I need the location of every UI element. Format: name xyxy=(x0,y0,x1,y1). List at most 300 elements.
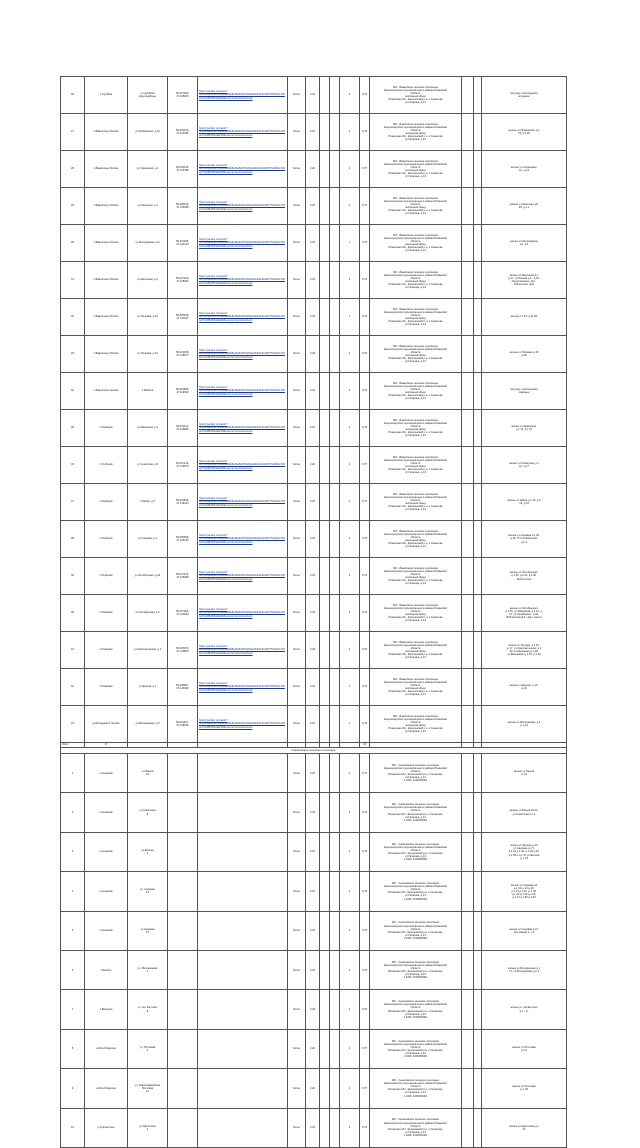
subtotal-label: Итого xyxy=(61,743,85,748)
container-volume-cell: 0,75 xyxy=(360,299,370,336)
settlement-cell: с.Вавилиное Лопово xyxy=(85,299,128,336)
empty-cell xyxy=(320,872,330,911)
empty-cell xyxy=(474,754,482,793)
waste-sources-cell: жилые ул.Садовая д.1 20, д.25, Пгт.Октябрьский, д.1 4 xyxy=(482,521,567,558)
container-count-cell: 2 xyxy=(340,558,360,595)
waste-sources-cell: трегулер, палисадники, садовые xyxy=(482,373,567,410)
owner-org-line: Рязанская обл., Ерешинский р-н, с.Сынагово xyxy=(388,135,443,139)
row-number: 33 xyxy=(61,336,85,373)
owner-org-line: Рязанская обл., Ерешинский р-н, с.Сынагово, xyxy=(388,930,443,934)
settlement-cell: с.Вавилиное Лопово xyxy=(85,225,128,262)
empty-cell xyxy=(474,114,482,151)
surface-material-cell: бетон xyxy=(288,188,306,225)
empty-cell xyxy=(320,950,330,989)
owner-org-line: области xyxy=(410,461,421,465)
map-link[interactable]: https://yandex.ru/maps/?um=constructor%3A9f39d0b8cd8a62f27bbb0ab3b30e4bd4877f0c5b2e7b64e73cc8823fb4a9c69&source=constructorLink xyxy=(198,188,288,225)
map-link[interactable]: https://yandex.ru/maps/?um=constructor%3A9f39d0b8cd8a62f27bbb0ab3b30e4bd4877f0c5b2e7b64e73cc8823fb4a9c69&source=constructorLink xyxy=(198,262,288,299)
waste-sources-cell: жилые ул.Полевая д.15 д.29 xyxy=(482,336,567,373)
owner-org-line: МО - Сынаговское сельское поселение xyxy=(391,1039,440,1043)
owner-org-line: ул.Гагарина, д.13 xyxy=(405,545,426,549)
row-number: 38 xyxy=(61,521,85,558)
owner-org-line: МО - Сынаговское сельское поселение xyxy=(391,921,440,925)
area-cell: 2,20 xyxy=(306,793,320,832)
owner-org-line: области xyxy=(410,239,421,243)
map-link[interactable]: https://yandex.ru/maps/?um=constructor%3A9f39d0b8cd8a62f27bbb0ab3b30e4bd4877f0c5b2e7b64e73cc8823fb4a9c69&source=constructorLink xyxy=(198,521,288,558)
settlement-cell: с.Вавилиное Лопово xyxy=(85,151,128,188)
surface-material-cell: бетон xyxy=(288,114,306,151)
owner-org-line: Ерешинскуского муниципального района Рязанской xyxy=(384,495,447,499)
empty-cell xyxy=(320,706,330,743)
owner-org-line: жилищный фонд xyxy=(405,132,426,135)
surface-material-cell: бетон xyxy=(288,706,306,743)
table-row xyxy=(61,754,567,793)
owner-org-line: жилищный фонд xyxy=(405,502,426,505)
area-cell: 2,20 xyxy=(306,1029,320,1068)
owner-org-line: Рязанская обл., Ерешинский р-н, с.Сынагово xyxy=(388,727,443,731)
owner-org-cell xyxy=(370,484,462,521)
owner-org-line: жилищный фонд xyxy=(405,169,426,172)
empty-cell xyxy=(462,225,474,262)
settlement-cell: с.Вавилиное Лопово xyxy=(85,114,128,151)
area-cell: 2,20 xyxy=(306,872,320,911)
table-row xyxy=(61,225,567,262)
surface-material-cell: бетон xyxy=(288,484,306,521)
surface-material-cell: бетон xyxy=(288,1029,306,1068)
owner-org-line: ул.Гагарина, д.13 xyxy=(405,973,426,977)
empty-cell xyxy=(474,262,482,299)
owner-org-line: области xyxy=(410,848,421,852)
settlement-cell: д.Молодежное Лопово xyxy=(85,706,128,743)
address-cell: ул.Фесина 2 xyxy=(128,832,168,871)
table-row xyxy=(61,373,567,410)
row-number: 7 xyxy=(61,990,85,1029)
owner-org-line: жилищный фонд xyxy=(405,613,426,616)
area-cell: 2,20 xyxy=(306,484,320,521)
container-count-cell: 2 xyxy=(340,872,360,911)
coords-cell: 56.028140, 47.126598 xyxy=(168,188,198,225)
empty-cell xyxy=(474,558,482,595)
coords-cell: 56.031195, 47.124123 xyxy=(168,225,198,262)
address-cell: ул.Цветочная 2 xyxy=(128,1108,168,1147)
container-volume-cell: 0,75 xyxy=(360,373,370,410)
map-link[interactable]: https://yandex.ru/maps/?um=constructor%3A9f39d0b8cd8a62f27bbb0ab3b30e4bd4877f0c5b2e7b64e73cc8823fb4a9c69&source=constructorLink xyxy=(198,484,288,521)
owner-org-line: жилищный фонд xyxy=(405,317,426,320)
address-cell: ул.Садовая 27 xyxy=(128,911,168,950)
owner-org-cell xyxy=(370,299,462,336)
map-link[interactable]: https://yandex.ru/maps/?um=constructor%3A9f39d0b8cd8a62f27bbb0ab3b30e4bd4877f0c5b2e7b64e73cc8823fb4a9c69&source=constructorLink xyxy=(198,669,288,706)
owner-org-line: Рязанская обл., Ерешинский р-н, с.Сынагово xyxy=(388,468,443,472)
map-link[interactable]: https://yandex.ru/maps/?um=constructor%3A9f39d0b8cd8a62f27bbb0ab3b30e4bd4877f0c5b2e7b64e73cc8823fb4a9c69&source=constructorLink xyxy=(198,706,288,743)
map-link xyxy=(198,911,288,950)
waste-sources-cell: жилые ул.Фесина д.20 ул.Садовая д.1 5, д.1 10 д.1 20, д.1 30 д.40, д.1 50 и д.1 70 ул.Фесина д. 1 22 xyxy=(482,832,567,871)
owner-org-line: Ерешинскуского муниципального района Рязанской xyxy=(384,717,447,721)
owner-org-line: Ерешинскуского муниципального района Рязанской xyxy=(384,767,447,770)
area-cell: 2,20 xyxy=(306,558,320,595)
empty-cell xyxy=(462,872,474,911)
owner-org-line: области xyxy=(410,720,421,724)
owner-org-line: Рязанская обл., Ерешинский р-н, с.Сынагово, xyxy=(388,970,443,974)
owner-org-line: МО - Вавилиное сельское поселение xyxy=(393,196,438,200)
map-link[interactable]: https://yandex.ru/maps/?um=constructor%3A9f39d0b8cd8a62f27bbb0ab3b30e4bd4877f0c5b2e7b64e73cc8823fb4a9c69&source=constructorLink xyxy=(198,114,288,151)
address-cell: ул.Садовая, д.1 xyxy=(128,521,168,558)
table-row xyxy=(61,336,567,373)
map-link[interactable]: https://yandex.ru/maps/?um=constructor%3A9f39d0b8cd8a62f27bbb0ab3b30e4bd4877f0c5b2e7b64e73cc8823fb4a9c69&source=constructorLink xyxy=(198,77,288,114)
container-count-cell: 2 xyxy=(340,336,360,373)
owner-org-line: ул.Гагарина, д.13 xyxy=(405,656,426,660)
container-volume-cell: 0,75 xyxy=(360,595,370,632)
address-cell: ул.шурбека приусадебные xyxy=(128,77,168,114)
owner-org-line: МО - Вавилиное сельское поселение xyxy=(393,270,438,274)
empty-cell xyxy=(330,754,340,793)
surface-material-cell: бетон xyxy=(288,447,306,484)
container-volume-cell: 0,75 xyxy=(360,911,370,950)
waste-sources-cell: жилые ул.Садовая 20 д.1 13, д.14 д.10, д.1 10 д.1 20, д. 1 30, д.1 40 д.1 50 д.1 60, д.1 70 д.1 80 д.1 90 xyxy=(482,872,567,911)
owner-org-cell xyxy=(370,669,462,706)
owner-org-line: жилищный фонд xyxy=(405,465,426,468)
address-cell: ул.Советская 8 xyxy=(128,793,168,832)
container-volume-cell: 0,75 xyxy=(360,990,370,1029)
empty-cell xyxy=(474,911,482,950)
coords-cell xyxy=(168,911,198,950)
empty-cell xyxy=(474,188,482,225)
map-link[interactable]: https://yandex.ru/maps/?um=constructor%3A9f39d0b8cd8a62f27bbb0ab3b30e4bd4877f0c5b2e7b64e73cc8823fb4a9c69&source=constructorLink xyxy=(198,151,288,188)
empty-cell xyxy=(320,669,330,706)
owner-org-cell xyxy=(370,872,462,911)
empty-cell xyxy=(330,188,340,225)
empty-cell xyxy=(320,373,330,410)
coords-cell: 56.034412, 47.139892 xyxy=(168,410,198,447)
owner-org-line: ул.Гагарина, д.13 xyxy=(405,1012,426,1016)
owner-org-line: МО - Сынаговское сельское поселение xyxy=(391,803,440,807)
map-link[interactable]: https://yandex.ru/maps/?um=constructor%3A9f39d0b8cd8a62f27bbb0ab3b30e4bd4877f0c5b2e7b64e73cc8823fb4a9c69&source=constructorLink xyxy=(198,447,288,484)
owner-org-line: Ерешинскуского муниципального района Рязанской xyxy=(384,1042,447,1046)
address-cell: ул. Красноармейская Почтовая 12 xyxy=(128,1069,168,1108)
empty-cell xyxy=(320,188,330,225)
owner-org-line: ул.Гагарина, д.13 xyxy=(405,101,426,105)
owner-org-line: Рязанская обл., Ерешинский р-н, с.Сынагово xyxy=(388,394,443,398)
owner-org-cell xyxy=(370,262,462,299)
owner-org-line: ул.Гагарина, д.13 xyxy=(405,1091,426,1095)
empty-cell xyxy=(462,521,474,558)
waste-sources-cell: трегулер, палисадники, оградыни xyxy=(482,77,567,114)
coords-cell: 56.037212, 47.139673 xyxy=(168,447,198,484)
address-cell: ул. Садовая 14 xyxy=(128,872,168,911)
owner-org-line: Рязанская обл., Ерешинский р-н, с.Сынагово, xyxy=(388,1048,443,1052)
owner-org-line: ул.Гагарина, д.13 xyxy=(405,815,426,819)
address-cell: ул.Заречная, д.4 xyxy=(128,188,168,225)
owner-org-line: области xyxy=(410,888,421,892)
row-number: 35 xyxy=(61,410,85,447)
settlement-cell: с.Вавилиное Лопово xyxy=(85,373,128,410)
owner-org-line: Ерешинскуского муниципального района Рязанской xyxy=(384,806,447,810)
owner-org-cell xyxy=(370,706,462,743)
coords-cell: 56.027940, 47.128006 xyxy=(168,262,198,299)
table-row xyxy=(61,151,567,188)
row-number: 30 xyxy=(61,225,85,262)
map-link[interactable]: https://yandex.ru/maps/?um=constructor%3A9f39d0b8cd8a62f27bbb0ab3b30e4bd4877f0c5b2e7b64e73cc8823fb4a9c69&source=constructorLink xyxy=(198,632,288,669)
area-cell: 2,20 xyxy=(306,1108,320,1147)
owner-org-line: области xyxy=(410,128,421,132)
container-count-cell: 2 xyxy=(340,151,360,188)
area-cell: 2,20 xyxy=(306,336,320,373)
map-link[interactable]: https://yandex.ru/maps/?um=constructor%3A9f39d0b8cd8a62f27bbb0ab3b30e4bd4877f0c5b2e7b64e73cc8823fb4a9c69&source=constructorLink xyxy=(198,410,288,447)
map-link xyxy=(198,754,288,793)
empty-cell xyxy=(330,706,340,743)
owner-org-line: ул.Гагарина, д.13 xyxy=(405,360,426,364)
owner-org-line: 1 1036, 1000000001 xyxy=(403,976,428,980)
owner-org-cell xyxy=(370,950,462,989)
coords-cell xyxy=(168,832,198,871)
map-link[interactable]: https://yandex.ru/maps/?um=constructor%3A9f39d0b8cd8a62f27bbb0ab3b30e4bd4877f0c5b2e7b64e73cc8823fb4a9c69&source=constructorLink xyxy=(198,558,288,595)
surface-material-cell: бетон xyxy=(288,299,306,336)
surface-material-cell: бетон xyxy=(288,151,306,188)
coords-cell: 56.029133, 47.122365 xyxy=(168,151,198,188)
owner-org-cell xyxy=(370,1029,462,1068)
area-cell: 2,20 xyxy=(306,225,320,262)
area-cell: 2,20 xyxy=(306,521,320,558)
row-number: 28 xyxy=(61,151,85,188)
owner-org-line: области xyxy=(410,609,421,613)
address-cell: ул.Октябрьская, д.4 xyxy=(128,595,168,632)
waste-sources-cell: жилые ул.Молодежная, д.1 д. д.13 xyxy=(482,706,567,743)
empty-cell xyxy=(462,447,474,484)
map-link xyxy=(198,793,288,832)
settlement-cell: с.Сынагово xyxy=(85,872,128,911)
owner-org-line: жилищный фонд xyxy=(405,391,426,394)
empty-cell xyxy=(320,558,330,595)
container-volume-cell: 0,75 xyxy=(360,114,370,151)
surface-material-cell: бетон xyxy=(288,595,306,632)
settlement-cell: с.Торбеево xyxy=(85,484,128,521)
empty-cell xyxy=(320,1069,330,1108)
address-cell: ул.Молодежная, д.4 xyxy=(128,225,168,262)
owner-org-line: Рязанская обл., Ерешинский р-н, с.Сынагово xyxy=(388,431,443,435)
empty-cell xyxy=(474,990,482,1029)
coords-cell: 56.037916, 47.136938 xyxy=(168,558,198,595)
row-number: 8 xyxy=(61,1029,85,1068)
owner-org-line: области xyxy=(410,572,421,576)
owner-org-cell xyxy=(370,632,462,669)
container-volume-cell: 0,75 xyxy=(360,410,370,447)
owner-org-line: ул.Гагарина, д.13 xyxy=(405,1130,426,1134)
coords-cell: 56.020868, 47.119023 xyxy=(168,373,198,410)
map-link[interactable]: https://yandex.ru/maps/?um=constructor%3A9f39d0b8cd8a62f27bbb0ab3b30e4bd4877f0c5b2e7b64e73cc8823fb4a9c69&source=constructorLink xyxy=(198,299,288,336)
owner-org-line: Рязанская обл., Ерешинский р-н, с.Сынагово, xyxy=(388,773,443,777)
container-count-cell: 1 xyxy=(340,225,360,262)
table-row xyxy=(61,950,567,989)
settlement-cell: с.Фесино xyxy=(85,950,128,989)
owner-org-line: области xyxy=(410,498,421,502)
owner-org-line: ул.Гагарина, д.13 xyxy=(405,471,426,475)
container-count-cell: 2 xyxy=(340,1069,360,1108)
empty-cell xyxy=(330,1069,340,1108)
address-cell: ул.Приморских, д.10 xyxy=(128,114,168,151)
row-number: 27 xyxy=(61,114,85,151)
owner-org-line: МО - Вавилиное сельское поселение xyxy=(393,603,438,607)
owner-org-cell xyxy=(370,151,462,188)
owner-org-line: Ерешинскуского муниципального района Рязанской xyxy=(384,421,447,425)
container-count-cell: 2 xyxy=(340,521,360,558)
empty-cell xyxy=(330,447,340,484)
empty-cell xyxy=(462,114,474,151)
map-link[interactable]: https://yandex.ru/maps/?um=constructor%3A9f39d0b8cd8a62f27bbb0ab3b30e4bd4877f0c5b2e7b64e73cc8823fb4a9c69&source=constructorLink xyxy=(198,336,288,373)
owner-org-line: ул.Гагарина, д.13 xyxy=(405,855,426,859)
waste-sources-cell: жилые ул. им.Фестино д.1 - 17 xyxy=(482,990,567,1029)
surface-material-cell: бетон xyxy=(288,336,306,373)
waste-sources-cell: жилые д.7-15, д.31-60 xyxy=(482,299,567,336)
waste-sources-cell: жилые ул.Набер д.1 15, д.3 18, д.14 xyxy=(482,484,567,521)
row-number: 4 xyxy=(61,872,85,911)
empty-cell xyxy=(330,1029,340,1068)
surface-material-cell: бетон xyxy=(288,832,306,871)
owner-org-cell xyxy=(370,77,462,114)
owner-org-line: МО - Вавилиное сельское поселение xyxy=(393,640,438,644)
row-number: 40 xyxy=(61,595,85,632)
waste-sources-cell: жилые ул.Цветочная д.1 20 xyxy=(482,1108,567,1147)
owner-org-line: Рязанская обл., Ерешинский р-н, с.Сынагово xyxy=(388,542,443,546)
row-number: 31 xyxy=(61,262,85,299)
table-row xyxy=(61,447,567,484)
container-volume-cell: 0,75 xyxy=(360,669,370,706)
owner-org-line: ул.Гагарина, д.13 xyxy=(405,933,426,937)
empty-cell xyxy=(330,595,340,632)
coords-cell xyxy=(168,754,198,793)
empty-cell xyxy=(320,990,330,1029)
settlement-cell: с.Торбеево xyxy=(85,521,128,558)
surface-material-cell: бетон xyxy=(288,410,306,447)
container-volume-cell: 0,75 xyxy=(360,793,370,832)
owner-org-line: ул.Гагарина, д.13 xyxy=(405,894,426,898)
coords-cell: 56.036698, 47.136740 xyxy=(168,521,198,558)
map-link[interactable]: https://yandex.ru/maps/?um=constructor%3A9f39d0b8cd8a62f27bbb0ab3b30e4bd4877f0c5b2e7b64e73cc8823fb4a9c69&source=constructorLink xyxy=(198,373,288,410)
owner-org-line: МО - Вавилиное сельское поселение xyxy=(393,529,438,533)
owner-org-line: Рязанская обл., Ерешинский р-н, с.Сынагово xyxy=(388,209,443,213)
owner-org-cell xyxy=(370,336,462,373)
empty-cell xyxy=(320,754,330,793)
waste-sources-cell: жилые ул.Юрьев 20-40, ул.Советская д.1 4 xyxy=(482,793,567,832)
address-cell: ул.Юрьев 10 xyxy=(128,754,168,793)
container-volume-cell: 0,75 xyxy=(360,950,370,989)
owner-org-line: ул.Гагарина, д.13 xyxy=(405,1052,426,1056)
empty-cell xyxy=(320,77,330,114)
owner-org-line: области xyxy=(410,646,421,650)
area-cell: 2,20 xyxy=(306,706,320,743)
empty-cell xyxy=(330,911,340,950)
owner-org-cell xyxy=(370,188,462,225)
container-count-cell: 2 xyxy=(340,990,360,1029)
empty-cell xyxy=(320,911,330,950)
owner-org-line: МО - Вавилиное сельское поселение xyxy=(393,566,438,570)
empty-cell xyxy=(330,336,340,373)
coords-cell: 56.027183, 47.166233 xyxy=(168,77,198,114)
owner-org-cell xyxy=(370,1108,462,1147)
container-count-cell: 2 xyxy=(340,832,360,871)
empty-cell xyxy=(462,911,474,950)
empty-cell xyxy=(330,669,340,706)
owner-org-cell xyxy=(370,558,462,595)
table-row xyxy=(61,77,567,114)
owner-org-line: МО - Вавилиное сельское поселение xyxy=(393,714,438,718)
owner-org-line: МО - Вавилиное сельское поселение xyxy=(393,492,438,496)
empty-cell xyxy=(462,632,474,669)
table-row xyxy=(61,1108,567,1147)
owner-org-line: ул.Гагарина, д.13 xyxy=(405,286,426,290)
row-number: 10 xyxy=(61,1108,85,1147)
empty-cell xyxy=(462,832,474,871)
empty-cell xyxy=(474,872,482,911)
table-row xyxy=(61,299,567,336)
container-count-cell: 2 xyxy=(340,1108,360,1147)
area-cell: 2,20 xyxy=(306,77,320,114)
coords-cell: 56.024465, 47.128277 xyxy=(168,336,198,373)
map-link[interactable]: https://yandex.ru/maps/?um=constructor%3A9f39d0b8cd8a62f27bbb0ab3b30e4bd4877f0c5b2e7b64e73cc8823fb4a9c69&source=constructorLink xyxy=(198,225,288,262)
empty-cell xyxy=(462,706,474,743)
empty-cell xyxy=(320,114,330,151)
row-number: 29 xyxy=(61,188,85,225)
table-row xyxy=(61,188,567,225)
container-sites-table xyxy=(60,76,567,1148)
owner-org-line: жилищный фонд xyxy=(405,354,426,357)
row-number: 37 xyxy=(61,484,85,521)
owner-org-line: ул.Гагарина, д.13 xyxy=(405,212,426,216)
owner-org-line: ул.Гагарина, д.13 xyxy=(405,776,426,780)
container-count-cell: 1 xyxy=(340,706,360,743)
owner-org-cell xyxy=(370,521,462,558)
empty-cell xyxy=(474,832,482,871)
owner-org-line: МО - Сынаговское сельское поселение xyxy=(391,1000,440,1004)
empty-cell xyxy=(320,299,330,336)
owner-org-line: Ерешинскуского муниципального района Рязанской xyxy=(384,236,447,240)
empty-cell xyxy=(330,950,340,989)
empty-cell xyxy=(462,669,474,706)
waste-sources-cell: жилые ул.Октябрьская, д.1 25, д.2 22, д.2 30, Библиотека xyxy=(482,558,567,595)
row-number: 6 xyxy=(61,950,85,989)
coords-cell xyxy=(168,872,198,911)
owner-org-line: области xyxy=(410,387,421,391)
coords-cell: 56.036370, 47.140803 xyxy=(168,632,198,669)
owner-org-line: ул.Гагарина, д.13 xyxy=(405,730,426,734)
owner-org-line: Ерешинскуского муниципального района Рязанской xyxy=(384,162,447,166)
empty-cell xyxy=(462,262,474,299)
address-cell: ул. им. Фестино 8 xyxy=(128,990,168,1029)
area-cell: 2,20 xyxy=(306,151,320,188)
waste-sources-cell: жилые ул.Юрьев д. 10 xyxy=(482,754,567,793)
waste-sources-cell: жилые ул.Заречная д.8 29, д.1 4 xyxy=(482,188,567,225)
owner-org-line: МО - Вавилиное сельское поселение xyxy=(393,307,438,311)
waste-sources-cell: жилые ул.Почтовая д.1 9 xyxy=(482,1029,567,1068)
container-volume-cell: 0,75 xyxy=(360,706,370,743)
owner-org-line: Рязанская обл., Ерешинский р-н, с.Сынагово xyxy=(388,246,443,250)
table-row xyxy=(61,595,567,632)
settlement-cell: с.Торбеево xyxy=(85,410,128,447)
table-row xyxy=(61,990,567,1029)
empty-cell xyxy=(474,632,482,669)
map-link[interactable]: https://yandex.ru/maps/?um=constructor%3A9f39d0b8cd8a62f27bbb0ab3b30e4bd4877f0c5b2e7b64e73cc8823fb4a9c69&source=constructorLink xyxy=(198,595,288,632)
container-count-cell: 2 xyxy=(340,595,360,632)
surface-material-cell: бетон xyxy=(288,950,306,989)
owner-org-line: Рязанская обл., Ерешинский р-н, с.Сынагово xyxy=(388,579,443,583)
owner-org-line: жилищный фонд xyxy=(405,206,426,209)
owner-org-line: ул.Гагарина, д.13 xyxy=(405,508,426,512)
area-cell: 2,20 xyxy=(306,990,320,1029)
waste-sources-cell: жилые ул.Сиреневая, д.1, д.13 xyxy=(482,151,567,188)
coords-cell: 56.029133, 47.122365 xyxy=(168,114,198,151)
coords-cell xyxy=(168,1029,198,1068)
empty-cell xyxy=(330,114,340,151)
empty-cell xyxy=(462,188,474,225)
empty-cell xyxy=(320,1108,330,1147)
coords-cell: 56.034835, 47.136123 xyxy=(168,484,198,521)
